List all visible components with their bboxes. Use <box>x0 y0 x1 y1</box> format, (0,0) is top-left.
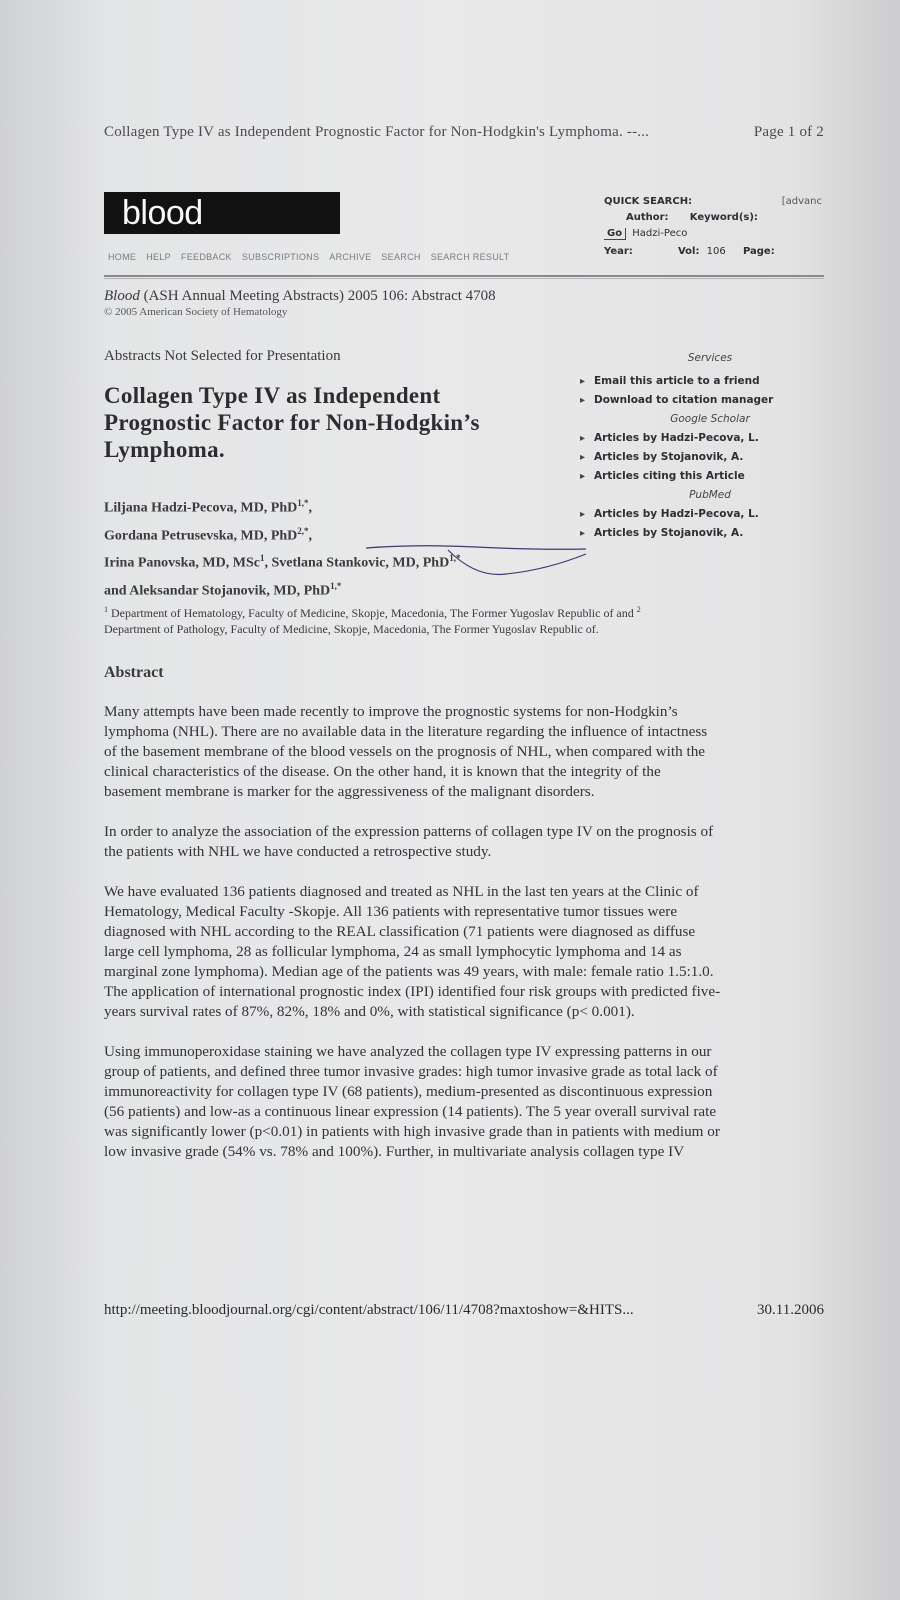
text-line: (56 patients) and low-as a continuous linear expression (14 patients). The 5 year overall survival rate <box>104 1103 717 1120</box>
quick-search-label: QUICK SEARCH: <box>604 196 693 207</box>
page-number: Page 1 of 2 <box>753 124 824 140</box>
affiliations <box>104 602 824 637</box>
author-name: and Aleksandar Stojanovik, MD, PhD <box>104 583 331 599</box>
footer-url: http://meeting.bloodjournal.org/cgi/content/abstract/106/11/4708?maxtoshow=&HITS... <box>104 1302 634 1318</box>
pubmed-heading: PubMed <box>689 489 731 501</box>
abstract-body <box>104 702 820 1182</box>
author-affil: 1 <box>259 553 265 564</box>
author-sep: , <box>308 500 313 516</box>
running-header <box>104 124 824 141</box>
text-line: large cell lymphoma, 28 as follicular lymphoma, 24 as small lymphocytic lymphoma and 14 as <box>104 943 682 960</box>
author-name: Irina Panovska, MD, MSc <box>104 555 260 571</box>
text-line: lymphoma (NHL). There are no available data in the literature regarding the influence of intactness <box>104 723 708 740</box>
text-line: Using immunoperoxidase staining we have analyzed the collagen type IV expressing patterns in our <box>104 1043 712 1060</box>
text-line: of the basement membrane of the blood vessels on the prognosis of NHL, when compared with the <box>104 743 706 760</box>
running-title: Collagen Type IV as Independent Prognostic Factor for Non-Hodgkin's Lymphoma. --... <box>104 124 650 140</box>
affil-marker: 2 <box>636 605 641 614</box>
text-line: basement membrane is marker for the aggressiveness of the malignant disorders. <box>104 783 595 800</box>
author-line <box>104 520 574 548</box>
section-label: Abstracts Not Selected for Presentation <box>104 348 341 364</box>
text-line: diagnosed with NHL according to the REAL classification (71 patients were diagnosed as diffuse <box>104 923 696 940</box>
text-line: immunoreactivity for collagen type IV (68 patients), medium-presented as discontinuous expression <box>104 1083 713 1100</box>
go-button[interactable]: Go <box>604 228 626 240</box>
nav-item-search[interactable]: SEARCH <box>381 252 421 262</box>
nav-item-search-result[interactable]: SEARCH RESULT <box>430 252 510 262</box>
author-list <box>104 492 574 603</box>
author-line <box>104 575 574 603</box>
title-line: Lymphoma. <box>104 437 225 462</box>
text-line: We have evaluated 136 patients diagnosed and treated as NHL in the last ten years at the Clinic of <box>104 883 699 900</box>
blood-logo[interactable]: blood <box>104 192 340 234</box>
site-nav <box>108 252 519 262</box>
google-scholar-heading: Google Scholar <box>670 413 750 425</box>
abstract-paragraph <box>104 822 820 862</box>
download-citation-link[interactable]: ▸ Download to citation manager <box>580 391 820 410</box>
keyword-label: Keyword(s): <box>689 212 758 223</box>
text-line: group of patients, and defined three tumor invasive grades: high tumor invasive grade as total lack of <box>104 1063 718 1080</box>
footer-date: 30.11.2006 <box>757 1302 824 1318</box>
citation <box>104 288 496 305</box>
abstract-heading: Abstract <box>104 664 164 681</box>
vol-label: Vol: <box>677 246 700 257</box>
author-line <box>104 492 574 520</box>
page-label: Page: <box>742 246 775 257</box>
journal-name: Blood <box>104 288 140 304</box>
header-rule <box>104 275 824 277</box>
affiliation-2: Department of Pathology, Faculty of Medicine, Skopje, Macedonia, The Former Yugoslav Republic of. <box>104 622 599 636</box>
title-line: Collagen Type IV as Independent <box>104 383 441 408</box>
header-rule-thin <box>104 278 824 279</box>
copyright: © 2005 American Society of Hematology <box>104 306 288 318</box>
author-input[interactable]: Hadzi-Peco <box>632 228 688 239</box>
author-sep: , <box>308 528 313 544</box>
affiliation-1: Department of Hematology, Faculty of Medicine, Skopje, Macedonia, The Former Yugoslav Republic of and <box>108 606 637 620</box>
advanced-search-link[interactable]: [advanc <box>781 196 822 207</box>
article-title <box>104 382 524 463</box>
author-label: Author: <box>626 212 669 223</box>
abstract-paragraph <box>104 702 820 802</box>
text-line: Hematology, Medical Faculty -Skopje. All 136 patients with representative tumor tissues were <box>104 903 678 920</box>
abstract-paragraph <box>104 882 820 1022</box>
author-affil: 1,* <box>449 553 461 564</box>
services-panel <box>580 352 820 543</box>
nav-item-subscriptions[interactable]: SUBSCRIPTIONS <box>241 252 320 262</box>
pubmed-articles-by-stojanovik-link[interactable]: ▸ Articles by Stojanovik, A. <box>580 524 820 543</box>
author-name: Gordana Petrusevska, MD, PhD <box>104 528 298 544</box>
author-name: , Svetlana Stankovic, MD, PhD <box>264 555 450 571</box>
nav-item-home[interactable]: HOME <box>108 252 137 262</box>
vol-input[interactable]: 106 <box>706 246 726 257</box>
page-footer <box>104 1302 824 1319</box>
author-affil: 1,* <box>297 498 309 508</box>
text-line: The application of international prognostic index (IPI) identified four risk groups with predicted five- <box>104 983 721 1000</box>
services-title: Services <box>687 352 733 364</box>
nav-item-feedback[interactable]: FEEDBACK <box>180 252 232 262</box>
scholar-articles-by-stojanovik-link[interactable]: ▸ Articles by Stojanovik, A. <box>580 448 820 467</box>
citation-rest: (ASH Annual Meeting Abstracts) 2005 106: Abstract 4708 <box>139 288 496 304</box>
text-line: In order to analyze the association of the expression patterns of collagen type IV on the prognosis of <box>104 823 714 840</box>
abstract-paragraph <box>104 1042 820 1162</box>
text-line: clinical characteristics of the disease. On the other hand, it is known that the integrity of the <box>104 763 661 780</box>
scholar-articles-by-hadzi-link[interactable]: ▸ Articles by Hadzi-Pecova, L. <box>580 429 820 448</box>
affil-marker: 1 <box>104 605 108 614</box>
email-article-link[interactable]: ▸ Email this article to a friend <box>580 372 820 391</box>
nav-item-archive[interactable]: ARCHIVE <box>329 252 372 262</box>
articles-citing-link[interactable]: ▸ Articles citing this Article <box>580 467 820 486</box>
author-affil: 1,* <box>330 580 342 591</box>
text-line: Many attempts have been made recently to improve the prognostic systems for non-Hodgkin’s <box>104 703 678 720</box>
year-label: Year: <box>604 246 633 257</box>
author-affil: 2,* <box>297 525 309 536</box>
quick-search <box>604 196 822 262</box>
text-line: years survival rates of 87%, 82%, 18% and 0%, with statistical significance (p< 0.001). <box>104 1003 635 1020</box>
text-line: the patients with NHL we have conducted a retrospective study. <box>104 843 492 860</box>
pubmed-articles-by-hadzi-link[interactable]: ▸ Articles by Hadzi-Pecova, L. <box>580 505 820 524</box>
text-line: low invasive grade (54% vs. 78% and 100%). Further, in multivariate analysis collagen type IV <box>104 1143 685 1160</box>
nav-item-help[interactable]: HELP <box>146 252 171 262</box>
author-line <box>104 547 574 575</box>
author-name: Liljana Hadzi-Pecova, MD, PhD <box>104 500 298 516</box>
text-line: marginal zone lymphoma). Median age of the patients was 49 years, with male: female ratio 1.5:1.0. <box>104 963 714 980</box>
text-line: was significantly lower (p<0.01) in patients with high invasive grade than in patients with medium or <box>104 1123 720 1140</box>
title-line: Prognostic Factor for Non-Hodgkin’s <box>104 410 480 435</box>
